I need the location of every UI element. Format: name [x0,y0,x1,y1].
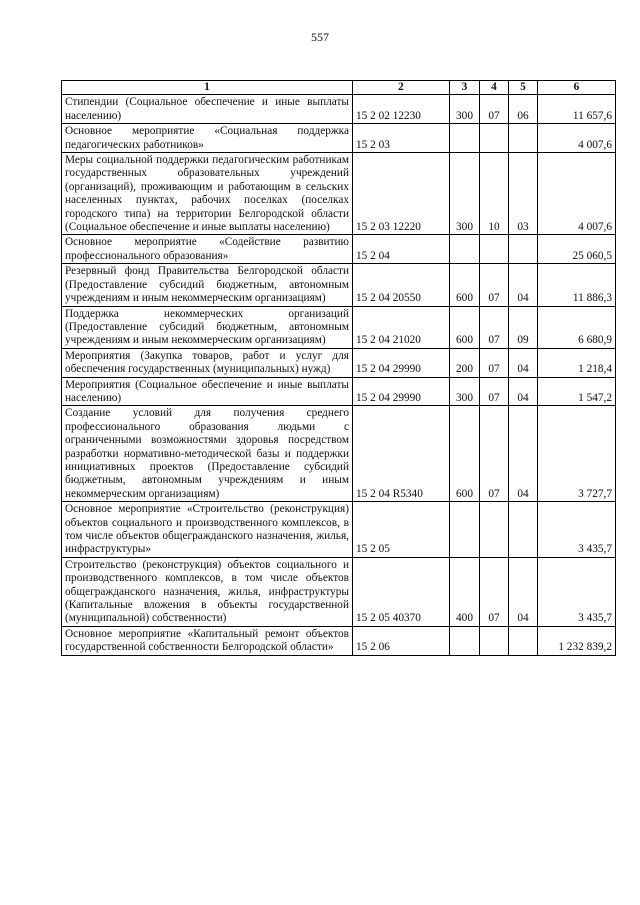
row-section: 10 [480,153,509,235]
row-amount: 1 218,4 [538,348,616,377]
row-expense-type [450,502,480,558]
row-section [480,235,509,264]
row-section: 07 [480,95,509,124]
row-name: Основное мероприятие «Содействие развитию профессионального образования» [62,235,353,264]
row-section: 07 [480,557,509,626]
row-code: 15 2 05 40370 [353,557,450,626]
row-expense-type [450,235,480,264]
row-subsection: 04 [509,557,538,626]
row-name: Поддержка некоммерческих организаций (Предоставление субсидий бюджетным, автономным учреждениям и иным некоммерческим организациям) [62,306,353,348]
row-amount: 1 547,2 [538,377,616,406]
row-amount: 4 007,6 [538,124,616,153]
table-row [62,557,616,626]
row-subsection [509,626,538,655]
row-name: Резервный фонд Правительства Белгородской области (Предоставление субсидий бюджетным, автономным учреждениям и иным некоммерческим организациям) [62,264,353,306]
row-subsection: 04 [509,377,538,406]
table-row [62,502,616,558]
row-subsection [509,502,538,558]
row-amount: 11 657,6 [538,95,616,124]
row-section [480,626,509,655]
row-section: 07 [480,306,509,348]
row-expense-type: 300 [450,95,480,124]
page-number: 557 [311,30,329,44]
row-amount: 3 727,7 [538,406,616,502]
table-row [62,95,616,124]
row-amount: 11 886,3 [538,264,616,306]
table-row [62,626,616,655]
row-expense-type: 200 [450,348,480,377]
row-section: 07 [480,377,509,406]
row-amount: 25 060,5 [538,235,616,264]
table-row [62,153,616,235]
table-row [62,377,616,406]
column-header: 6 [538,81,616,95]
row-code: 15 2 04 29990 [353,348,450,377]
row-subsection: 04 [509,348,538,377]
table-row [62,124,616,153]
column-header: 5 [509,81,538,95]
row-expense-type [450,626,480,655]
row-expense-type: 400 [450,557,480,626]
row-subsection: 09 [509,306,538,348]
column-header: 3 [450,81,480,95]
row-name: Меры социальной поддержки педагогическим работникам государственных образовательных учреждений (организаций), проживающим и работающим в сельских населенных пунктах, рабочих поселках (поселках городского типа) на территории Белгородской области (Социальное обеспечение и иные выплаты населению) [62,153,353,235]
column-header: 1 [62,81,353,95]
row-amount: 3 435,7 [538,502,616,558]
row-code: 15 2 04 21020 [353,306,450,348]
table-row [62,406,616,502]
table-header-row [62,81,616,95]
row-section [480,502,509,558]
row-expense-type [450,124,480,153]
row-code: 15 2 03 12220 [353,153,450,235]
row-section: 07 [480,264,509,306]
row-expense-type: 600 [450,406,480,502]
row-name: Создание условий для получения среднего профессионального образования людьми с ограниченными возможностями здоровья посредством разработки нормативно-методической базы и поддержки инициативных проектов (Предоставление субсидий бюджетным, автономным учреждениям и иным некоммерческим организациям) [62,406,353,502]
row-code: 15 2 05 [353,502,450,558]
row-code: 15 2 04 [353,235,450,264]
row-code: 15 2 06 [353,626,450,655]
row-code: 15 2 03 [353,124,450,153]
row-code: 15 2 02 12230 [353,95,450,124]
row-amount: 3 435,7 [538,557,616,626]
row-expense-type: 300 [450,377,480,406]
row-subsection: 03 [509,153,538,235]
row-section: 07 [480,406,509,502]
row-subsection: 04 [509,406,538,502]
column-header: 2 [353,81,450,95]
row-name: Основное мероприятие «Строительство (реконструкция) объектов социального и производственного комплексов, в том числе объектов общегражданского назначения, жилья, инфраструктуры» [62,502,353,558]
row-section: 07 [480,348,509,377]
row-section [480,124,509,153]
row-code: 15 2 04 20550 [353,264,450,306]
row-code: 15 2 04 R5340 [353,406,450,502]
row-amount: 6 680,9 [538,306,616,348]
column-header: 4 [480,81,509,95]
row-expense-type: 600 [450,306,480,348]
row-name: Стипендии (Социальное обеспечение и иные выплаты населению) [62,95,353,124]
table-row [62,264,616,306]
table-row [62,348,616,377]
row-name: Основное мероприятие «Капитальный ремонт объектов государственной собственности Белгородской области» [62,626,353,655]
row-expense-type: 600 [450,264,480,306]
row-code: 15 2 04 29990 [353,377,450,406]
row-name: Мероприятия (Закупка товаров, работ и услуг для обеспечения государственных (муниципальных) нужд) [62,348,353,377]
row-expense-type: 300 [450,153,480,235]
row-amount: 4 007,6 [538,153,616,235]
row-name: Мероприятия (Социальное обеспечение и иные выплаты населению) [62,377,353,406]
row-subsection: 04 [509,264,538,306]
table-row [62,306,616,348]
budget-table [61,80,616,656]
row-subsection [509,124,538,153]
row-name: Строительство (реконструкция) объектов социального и производственного комплексов, в том числе объектов общегражданского назначения, жилья, инфраструктуры (Капитальные вложения в объекты государственной (муниципальной) собственности) [62,557,353,626]
row-subsection: 06 [509,95,538,124]
table-row [62,235,616,264]
row-name: Основное мероприятие «Социальная поддержка педагогических работников» [62,124,353,153]
row-subsection [509,235,538,264]
row-amount: 1 232 839,2 [538,626,616,655]
